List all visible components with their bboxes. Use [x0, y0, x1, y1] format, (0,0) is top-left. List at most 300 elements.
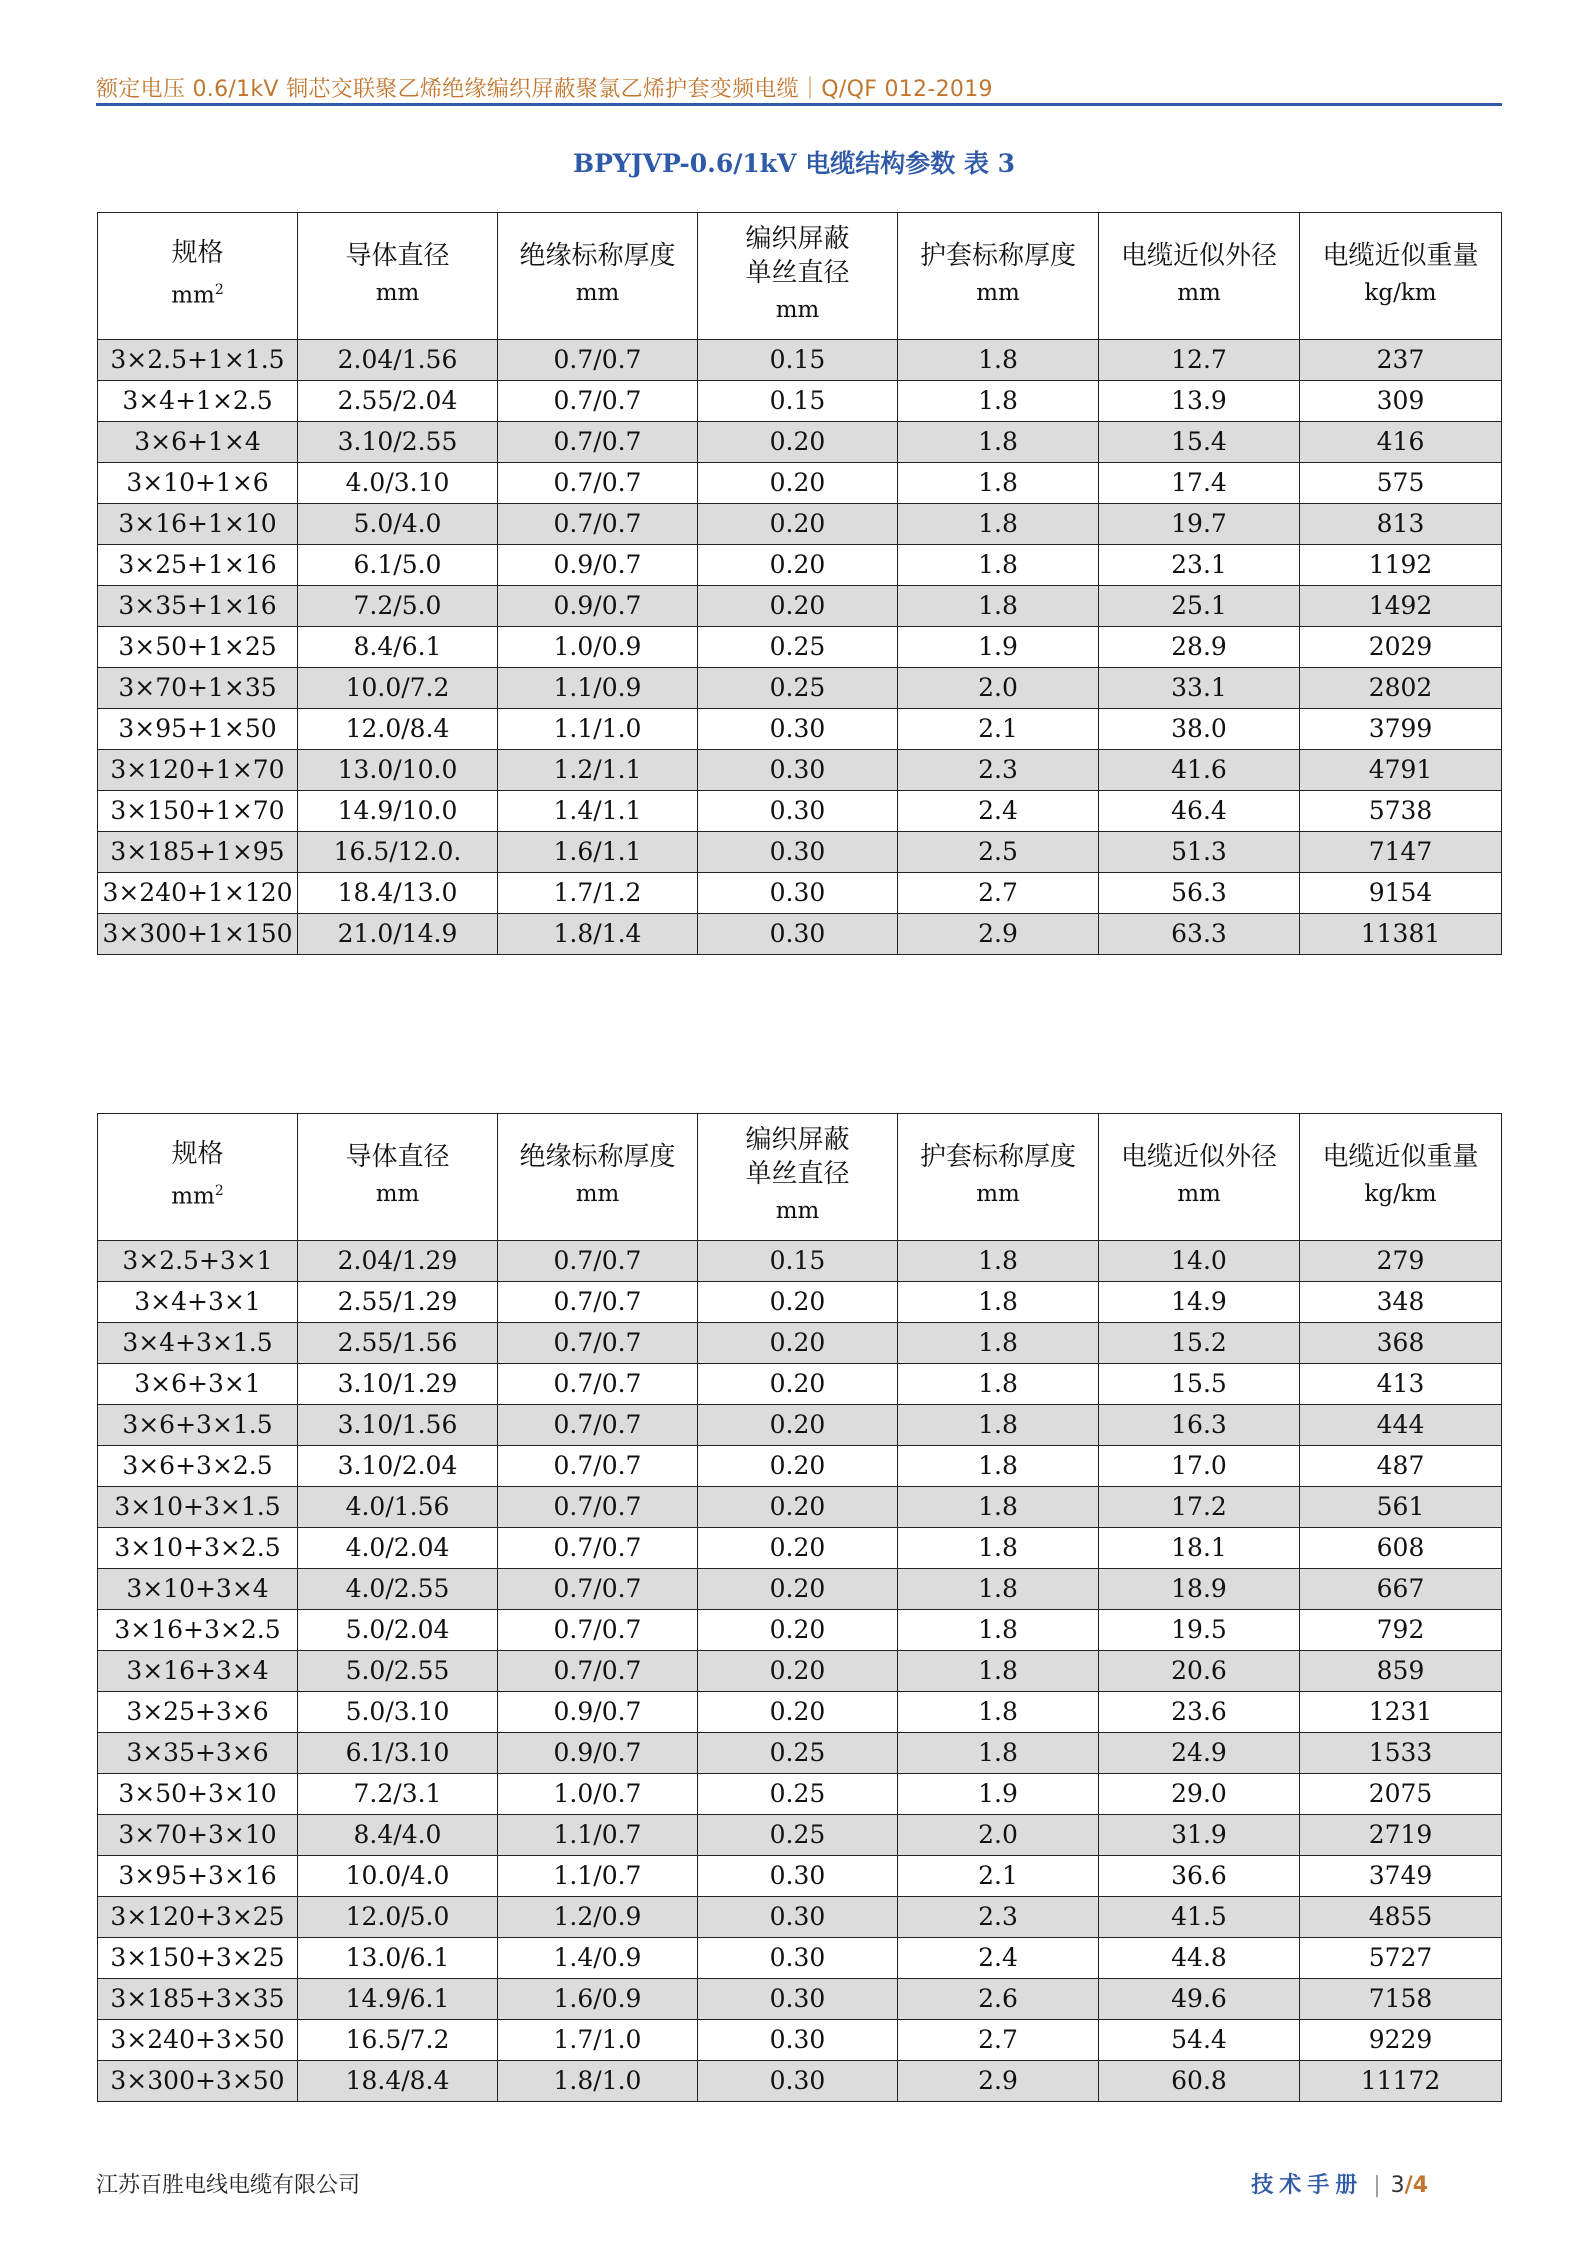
table-cell: 41.6 [1099, 750, 1300, 791]
table-cell: 3×4+3×1.5 [98, 1323, 298, 1364]
unit-text: mm [575, 1181, 620, 1207]
table-cell: 3×120+3×25 [98, 1897, 298, 1938]
table-cell: 18.9 [1099, 1569, 1300, 1610]
table-cell: 561 [1300, 1487, 1502, 1528]
column-unit [98, 1171, 297, 1217]
table-row [98, 709, 1502, 750]
table-row [98, 1651, 1502, 1692]
table-cell: 0.20 [698, 422, 898, 463]
unit-text: mm [375, 1181, 420, 1207]
table-cell: 3.10/1.29 [298, 1364, 498, 1405]
table-cell: 348 [1300, 1282, 1502, 1323]
table-cell: 3×16+1×10 [98, 504, 298, 545]
column-unit [1300, 1174, 1501, 1214]
table-cell: 0.30 [698, 1897, 898, 1938]
table-cell: 0.30 [698, 1938, 898, 1979]
table-cell: 24.9 [1099, 1733, 1300, 1774]
table-cell: 1.8/1.0 [498, 2061, 698, 2102]
table-cell: 63.3 [1099, 914, 1300, 955]
table-cell: 2.0 [898, 668, 1099, 709]
table-cell: 7.2/3.1 [298, 1774, 498, 1815]
table-cell: 3×95+3×16 [98, 1856, 298, 1897]
table-cell: 0.7/0.7 [498, 340, 698, 381]
table-cell: 3×10+1×6 [98, 463, 298, 504]
table-cell: 14.9/6.1 [298, 1979, 498, 2020]
table-cell: 3×2.5+3×1 [98, 1241, 298, 1282]
unit-superscript: 2 [214, 282, 224, 299]
column-label: 电缆近似外径 [1120, 241, 1277, 271]
table-cell: 7147 [1300, 832, 1502, 873]
table-cell: 3×6+3×2.5 [98, 1446, 298, 1487]
table-cell: 0.25 [698, 1815, 898, 1856]
table-cell: 0.20 [698, 463, 898, 504]
table-cell: 16.3 [1099, 1405, 1300, 1446]
table-row [98, 381, 1502, 422]
table-row [98, 832, 1502, 873]
table-row [98, 1610, 1502, 1651]
table-cell: 4791 [1300, 750, 1502, 791]
table-cell: 1.8 [898, 545, 1099, 586]
table-cell: 23.6 [1099, 1692, 1300, 1733]
table-cell: 19.7 [1099, 504, 1300, 545]
column-label: 单丝直径 [745, 1159, 850, 1189]
unit-text: mm [976, 1181, 1020, 1207]
table-cell: 2.3 [898, 750, 1099, 791]
table-row [98, 2020, 1502, 2061]
table-cell: 2.55/1.29 [298, 1282, 498, 1323]
table-cell: 4.0/1.56 [298, 1487, 498, 1528]
table-cell: 413 [1300, 1364, 1502, 1405]
column-label: 单丝直径 [745, 258, 850, 288]
table-title: BPYJVP-0.6/1kV 电缆结构参数 表 3 [572, 149, 1016, 178]
table-cell: 1.1/1.0 [498, 709, 698, 750]
table-cell: 11381 [1300, 914, 1502, 955]
table-cell: 2075 [1300, 1774, 1502, 1815]
table-row [98, 504, 1502, 545]
table-cell: 12.7 [1099, 340, 1300, 381]
table-cell: 12.0/5.0 [298, 1897, 498, 1938]
table-cell: 0.30 [698, 1856, 898, 1897]
table-cell: 279 [1300, 1241, 1502, 1282]
header-row [98, 213, 1502, 340]
table-cell: 0.9/0.7 [498, 1733, 698, 1774]
table-cell: 3×185+1×95 [98, 832, 298, 873]
table-cell: 0.30 [698, 791, 898, 832]
table-cell: 1.8 [898, 340, 1099, 381]
table-cell: 3×2.5+1×1.5 [98, 340, 298, 381]
table-cell: 9154 [1300, 873, 1502, 914]
table-cell: 2.0 [898, 1815, 1099, 1856]
table-cell: 3×300+1×150 [98, 914, 298, 955]
table-cell: 6.1/5.0 [298, 545, 498, 586]
table-cell: 46.4 [1099, 791, 1300, 832]
table-cell: 9229 [1300, 2020, 1502, 2061]
unit-text: mm [171, 282, 215, 309]
table-cell: 1.8 [898, 1282, 1099, 1323]
table-cell: 0.20 [698, 1323, 898, 1364]
table-cell: 3×25+1×16 [98, 545, 298, 586]
table-cell: 56.3 [1099, 873, 1300, 914]
unit-text: mm [976, 280, 1020, 306]
table-cell: 36.6 [1099, 1856, 1300, 1897]
column-header [498, 1114, 698, 1241]
table-cell: 0.20 [698, 1487, 898, 1528]
table-cell: 5.0/2.55 [298, 1651, 498, 1692]
unit-text: mm [171, 1183, 215, 1210]
table-cell: 19.5 [1099, 1610, 1300, 1651]
table-cell: 813 [1300, 504, 1502, 545]
table-cell: 1.8 [898, 381, 1099, 422]
table-cell: 2.6 [898, 1979, 1099, 2020]
table-cell: 792 [1300, 1610, 1502, 1651]
table-cell: 2.4 [898, 791, 1099, 832]
table-cell: 6.1/3.10 [298, 1733, 498, 1774]
column-label: 电缆近似重量 [1322, 1142, 1479, 1172]
table-cell: 3×10+3×4 [98, 1569, 298, 1610]
table-row [98, 1323, 1502, 1364]
table-cell: 3×185+3×35 [98, 1979, 298, 2020]
footer-separator: | [1373, 2173, 1381, 2198]
table-cell: 12.0/8.4 [298, 709, 498, 750]
column-label: 导体直径 [345, 241, 450, 271]
table-cell: 18.1 [1099, 1528, 1300, 1569]
table-cell: 0.15 [698, 340, 898, 381]
column-unit [1099, 1174, 1299, 1214]
table-row [98, 1528, 1502, 1569]
table-row [98, 422, 1502, 463]
table-row [98, 627, 1502, 668]
table-cell: 3×10+3×1.5 [98, 1487, 298, 1528]
column-header [298, 213, 498, 340]
table-cell: 7.2/5.0 [298, 586, 498, 627]
table-cell: 0.20 [698, 1364, 898, 1405]
table-cell: 0.30 [698, 709, 898, 750]
column-label: 护套标称厚度 [919, 241, 1076, 271]
table-cell: 23.1 [1099, 545, 1300, 586]
column-unit [898, 273, 1098, 313]
column-label: 导体直径 [345, 1142, 450, 1172]
table-cell: 54.4 [1099, 2020, 1300, 2061]
table-row [98, 2061, 1502, 2102]
table-row [98, 1446, 1502, 1487]
table-cell: 1.8 [898, 1569, 1099, 1610]
table-cell: 667 [1300, 1569, 1502, 1610]
table-cell: 0.9/0.7 [498, 1692, 698, 1733]
table-cell: 0.25 [698, 1733, 898, 1774]
table-cell: 3×10+3×2.5 [98, 1528, 298, 1569]
table-cell: 3×6+1×4 [98, 422, 298, 463]
table-cell: 11172 [1300, 2061, 1502, 2102]
table-cell: 1192 [1300, 545, 1502, 586]
table-cell: 1.0/0.7 [498, 1774, 698, 1815]
table-cell: 1.8 [898, 586, 1099, 627]
table-cell: 3×120+1×70 [98, 750, 298, 791]
table-cell: 1.8 [898, 1651, 1099, 1692]
table-cell: 3×240+3×50 [98, 2020, 298, 2061]
table-cell: 0.20 [698, 1528, 898, 1569]
table-cell: 3749 [1300, 1856, 1502, 1897]
table-cell: 608 [1300, 1528, 1502, 1569]
table-cell: 8.4/6.1 [298, 627, 498, 668]
table-cell: 3×50+3×10 [98, 1774, 298, 1815]
table-cell: 17.4 [1099, 463, 1300, 504]
table-cell: 15.2 [1099, 1323, 1300, 1364]
table-row [98, 873, 1502, 914]
unit-text: mm [775, 297, 820, 323]
table-cell: 0.30 [698, 914, 898, 955]
table-cell: 14.9/10.0 [298, 791, 498, 832]
column-label: 护套标称厚度 [919, 1142, 1076, 1172]
table-cell: 5.0/4.0 [298, 504, 498, 545]
table-cell: 41.5 [1099, 1897, 1300, 1938]
table-cell: 0.30 [698, 2061, 898, 2102]
table-row [98, 340, 1502, 381]
table-cell: 16.5/12.0. [298, 832, 498, 873]
table-cell: 416 [1300, 422, 1502, 463]
table-cell: 2802 [1300, 668, 1502, 709]
table-row [98, 1364, 1502, 1405]
table-cell: 0.30 [698, 750, 898, 791]
table-row [98, 1692, 1502, 1733]
table-cell: 1.8 [898, 1610, 1099, 1651]
table-cell: 2719 [1300, 1815, 1502, 1856]
table-cell: 3×70+3×10 [98, 1815, 298, 1856]
table-cell: 0.7/0.7 [498, 1610, 698, 1651]
table-row [98, 1282, 1502, 1323]
table-cell: 368 [1300, 1323, 1502, 1364]
spec-table-2 [97, 1113, 1502, 2102]
page-header: 额定电压 0.6/1kV 铜芯交联聚乙烯绝缘编织屏蔽聚氯乙烯护套变频电缆｜Q/QF 012-2019 [96, 77, 993, 102]
header-rule [96, 103, 1502, 106]
table-cell: 3×6+3×1 [98, 1364, 298, 1405]
table-cell: 2.7 [898, 873, 1099, 914]
table-cell: 51.3 [1099, 832, 1300, 873]
table-cell: 1.7/1.0 [498, 2020, 698, 2061]
table-cell: 0.20 [698, 1405, 898, 1446]
table-cell: 1231 [1300, 1692, 1502, 1733]
table-row [98, 1569, 1502, 1610]
table-cell: 0.15 [698, 381, 898, 422]
column-unit [298, 1174, 497, 1214]
column-header [98, 1114, 298, 1241]
table-cell: 3×150+1×70 [98, 791, 298, 832]
table-cell: 44.8 [1099, 1938, 1300, 1979]
table-row [98, 1487, 1502, 1528]
table-cell: 14.0 [1099, 1241, 1300, 1282]
table-cell: 3799 [1300, 709, 1502, 750]
table-cell: 237 [1300, 340, 1502, 381]
table-cell: 1.8 [898, 1446, 1099, 1487]
table-row [98, 1856, 1502, 1897]
column-label: 编织屏蔽 [745, 1125, 850, 1155]
table-row [98, 914, 1502, 955]
table-cell: 0.7/0.7 [498, 1323, 698, 1364]
table-cell: 3×150+3×25 [98, 1938, 298, 1979]
unit-text: kg/km [1364, 1181, 1437, 1207]
table-cell: 0.20 [698, 1282, 898, 1323]
table-cell: 2.4 [898, 1938, 1099, 1979]
table-cell: 15.5 [1099, 1364, 1300, 1405]
table-cell: 575 [1300, 463, 1502, 504]
table-cell: 3.10/2.04 [298, 1446, 498, 1487]
table-cell: 2029 [1300, 627, 1502, 668]
column-header [898, 1114, 1099, 1241]
table-row [98, 1241, 1502, 1282]
table-cell: 49.6 [1099, 1979, 1300, 2020]
table-cell: 4855 [1300, 1897, 1502, 1938]
table-cell: 0.7/0.7 [498, 1528, 698, 1569]
table-cell: 1.8 [898, 1487, 1099, 1528]
table-cell: 17.2 [1099, 1487, 1300, 1528]
table-cell: 31.9 [1099, 1815, 1300, 1856]
column-header [1099, 1114, 1300, 1241]
table-cell: 0.7/0.7 [498, 1405, 698, 1446]
table-cell: 1.2/1.1 [498, 750, 698, 791]
table-cell: 0.30 [698, 2020, 898, 2061]
page-slash: / [1404, 2173, 1413, 2198]
table-row [98, 463, 1502, 504]
table-cell: 0.30 [698, 832, 898, 873]
page-current: 3 [1390, 2173, 1405, 2198]
table-cell: 859 [1300, 1651, 1502, 1692]
column-label: 电缆近似重量 [1322, 241, 1479, 271]
table-cell: 13.0/6.1 [298, 1938, 498, 1979]
table-cell: 0.7/0.7 [498, 1282, 698, 1323]
table-cell: 29.0 [1099, 1774, 1300, 1815]
table-cell: 1.0/0.9 [498, 627, 698, 668]
table-cell: 3×4+1×2.5 [98, 381, 298, 422]
table-cell: 0.25 [698, 1774, 898, 1815]
table-row [98, 1733, 1502, 1774]
table-cell: 0.25 [698, 668, 898, 709]
table-cell: 1.8 [898, 1364, 1099, 1405]
column-unit [698, 290, 897, 330]
table-cell: 5738 [1300, 791, 1502, 832]
column-header [898, 213, 1099, 340]
table-cell: 4.0/3.10 [298, 463, 498, 504]
unit-superscript: 2 [214, 1183, 224, 1200]
table-cell: 3×70+1×35 [98, 668, 298, 709]
table-row [98, 1405, 1502, 1446]
table-cell: 3×50+1×25 [98, 627, 298, 668]
table-row [98, 1897, 1502, 1938]
table-cell: 2.5 [898, 832, 1099, 873]
footer-company: 江苏百胜电线电缆有限公司 [96, 2173, 361, 2198]
table-cell: 18.4/13.0 [298, 873, 498, 914]
table-cell: 0.7/0.7 [498, 504, 698, 545]
table-cell: 1.7/1.2 [498, 873, 698, 914]
footer-manual-label: 技术手册 [1251, 2173, 1364, 2198]
table-cell: 1.4/0.9 [498, 1938, 698, 1979]
table-cell: 1.1/0.7 [498, 1856, 698, 1897]
table-cell: 1.8 [898, 1528, 1099, 1569]
column-unit [498, 273, 697, 313]
column-label: 规格 [171, 1139, 224, 1170]
table-cell: 2.9 [898, 2061, 1099, 2102]
column-unit [1099, 273, 1299, 313]
header-row [98, 1114, 1502, 1241]
table-cell: 18.4/8.4 [298, 2061, 498, 2102]
table-cell: 1.8 [898, 463, 1099, 504]
table-cell: 2.7 [898, 2020, 1099, 2061]
page-total: 4 [1412, 2173, 1428, 2198]
table-cell: 13.9 [1099, 381, 1300, 422]
table-cell: 16.5/7.2 [298, 2020, 498, 2061]
footer-page-info [1251, 2168, 1428, 2199]
table-cell: 3.10/2.55 [298, 422, 498, 463]
table-cell: 1.1/0.9 [498, 668, 698, 709]
table-cell: 15.4 [1099, 422, 1300, 463]
table-cell: 3×35+1×16 [98, 586, 298, 627]
column-header [98, 213, 298, 340]
column-label: 电缆近似外径 [1120, 1142, 1277, 1172]
column-label: 编织屏蔽 [745, 224, 850, 254]
column-header [698, 213, 898, 340]
table-cell: 2.3 [898, 1897, 1099, 1938]
table-cell: 25.1 [1099, 586, 1300, 627]
table-cell: 0.20 [698, 1446, 898, 1487]
column-unit [898, 1174, 1098, 1214]
table-cell: 0.7/0.7 [498, 1487, 698, 1528]
table-cell: 0.7/0.7 [498, 381, 698, 422]
column-header [298, 1114, 498, 1241]
table-cell: 3×4+3×1 [98, 1282, 298, 1323]
table-cell: 0.20 [698, 586, 898, 627]
table-cell: 21.0/14.9 [298, 914, 498, 955]
column-unit [298, 273, 497, 313]
table-cell: 3×6+3×1.5 [98, 1405, 298, 1446]
unit-text: mm [375, 280, 420, 306]
table-cell: 33.1 [1099, 668, 1300, 709]
table-cell: 1533 [1300, 1733, 1502, 1774]
table-cell: 1.4/1.1 [498, 791, 698, 832]
table-cell: 0.20 [698, 504, 898, 545]
column-label: 绝缘标称厚度 [519, 241, 676, 271]
table-cell: 2.04/1.56 [298, 340, 498, 381]
table-row [98, 586, 1502, 627]
table-cell: 10.0/4.0 [298, 1856, 498, 1897]
table-cell: 1.8 [898, 1405, 1099, 1446]
table-cell: 3×16+3×4 [98, 1651, 298, 1692]
column-header [1099, 213, 1300, 340]
column-unit [498, 1174, 697, 1214]
table-cell: 2.9 [898, 914, 1099, 955]
table-cell: 0.7/0.7 [498, 1241, 698, 1282]
table-cell: 20.6 [1099, 1651, 1300, 1692]
table-row [98, 791, 1502, 832]
table-cell: 444 [1300, 1405, 1502, 1446]
table-cell: 487 [1300, 1446, 1502, 1487]
table-row [98, 750, 1502, 791]
table-cell: 5.0/3.10 [298, 1692, 498, 1733]
column-header [1300, 213, 1502, 340]
table-row [98, 545, 1502, 586]
table-cell: 5.0/2.04 [298, 1610, 498, 1651]
table-cell: 1.9 [898, 627, 1099, 668]
table-cell: 1.6/1.1 [498, 832, 698, 873]
table-cell: 3×35+3×6 [98, 1733, 298, 1774]
table-cell: 3×240+1×120 [98, 873, 298, 914]
table-cell: 0.9/0.7 [498, 586, 698, 627]
table-cell: 28.9 [1099, 627, 1300, 668]
column-unit [698, 1191, 897, 1231]
table-cell: 1.8 [898, 504, 1099, 545]
table-cell: 38.0 [1099, 709, 1300, 750]
column-label: 规格 [171, 238, 224, 269]
table-row [98, 1815, 1502, 1856]
table-cell: 2.04/1.29 [298, 1241, 498, 1282]
table-cell: 3×300+3×50 [98, 2061, 298, 2102]
